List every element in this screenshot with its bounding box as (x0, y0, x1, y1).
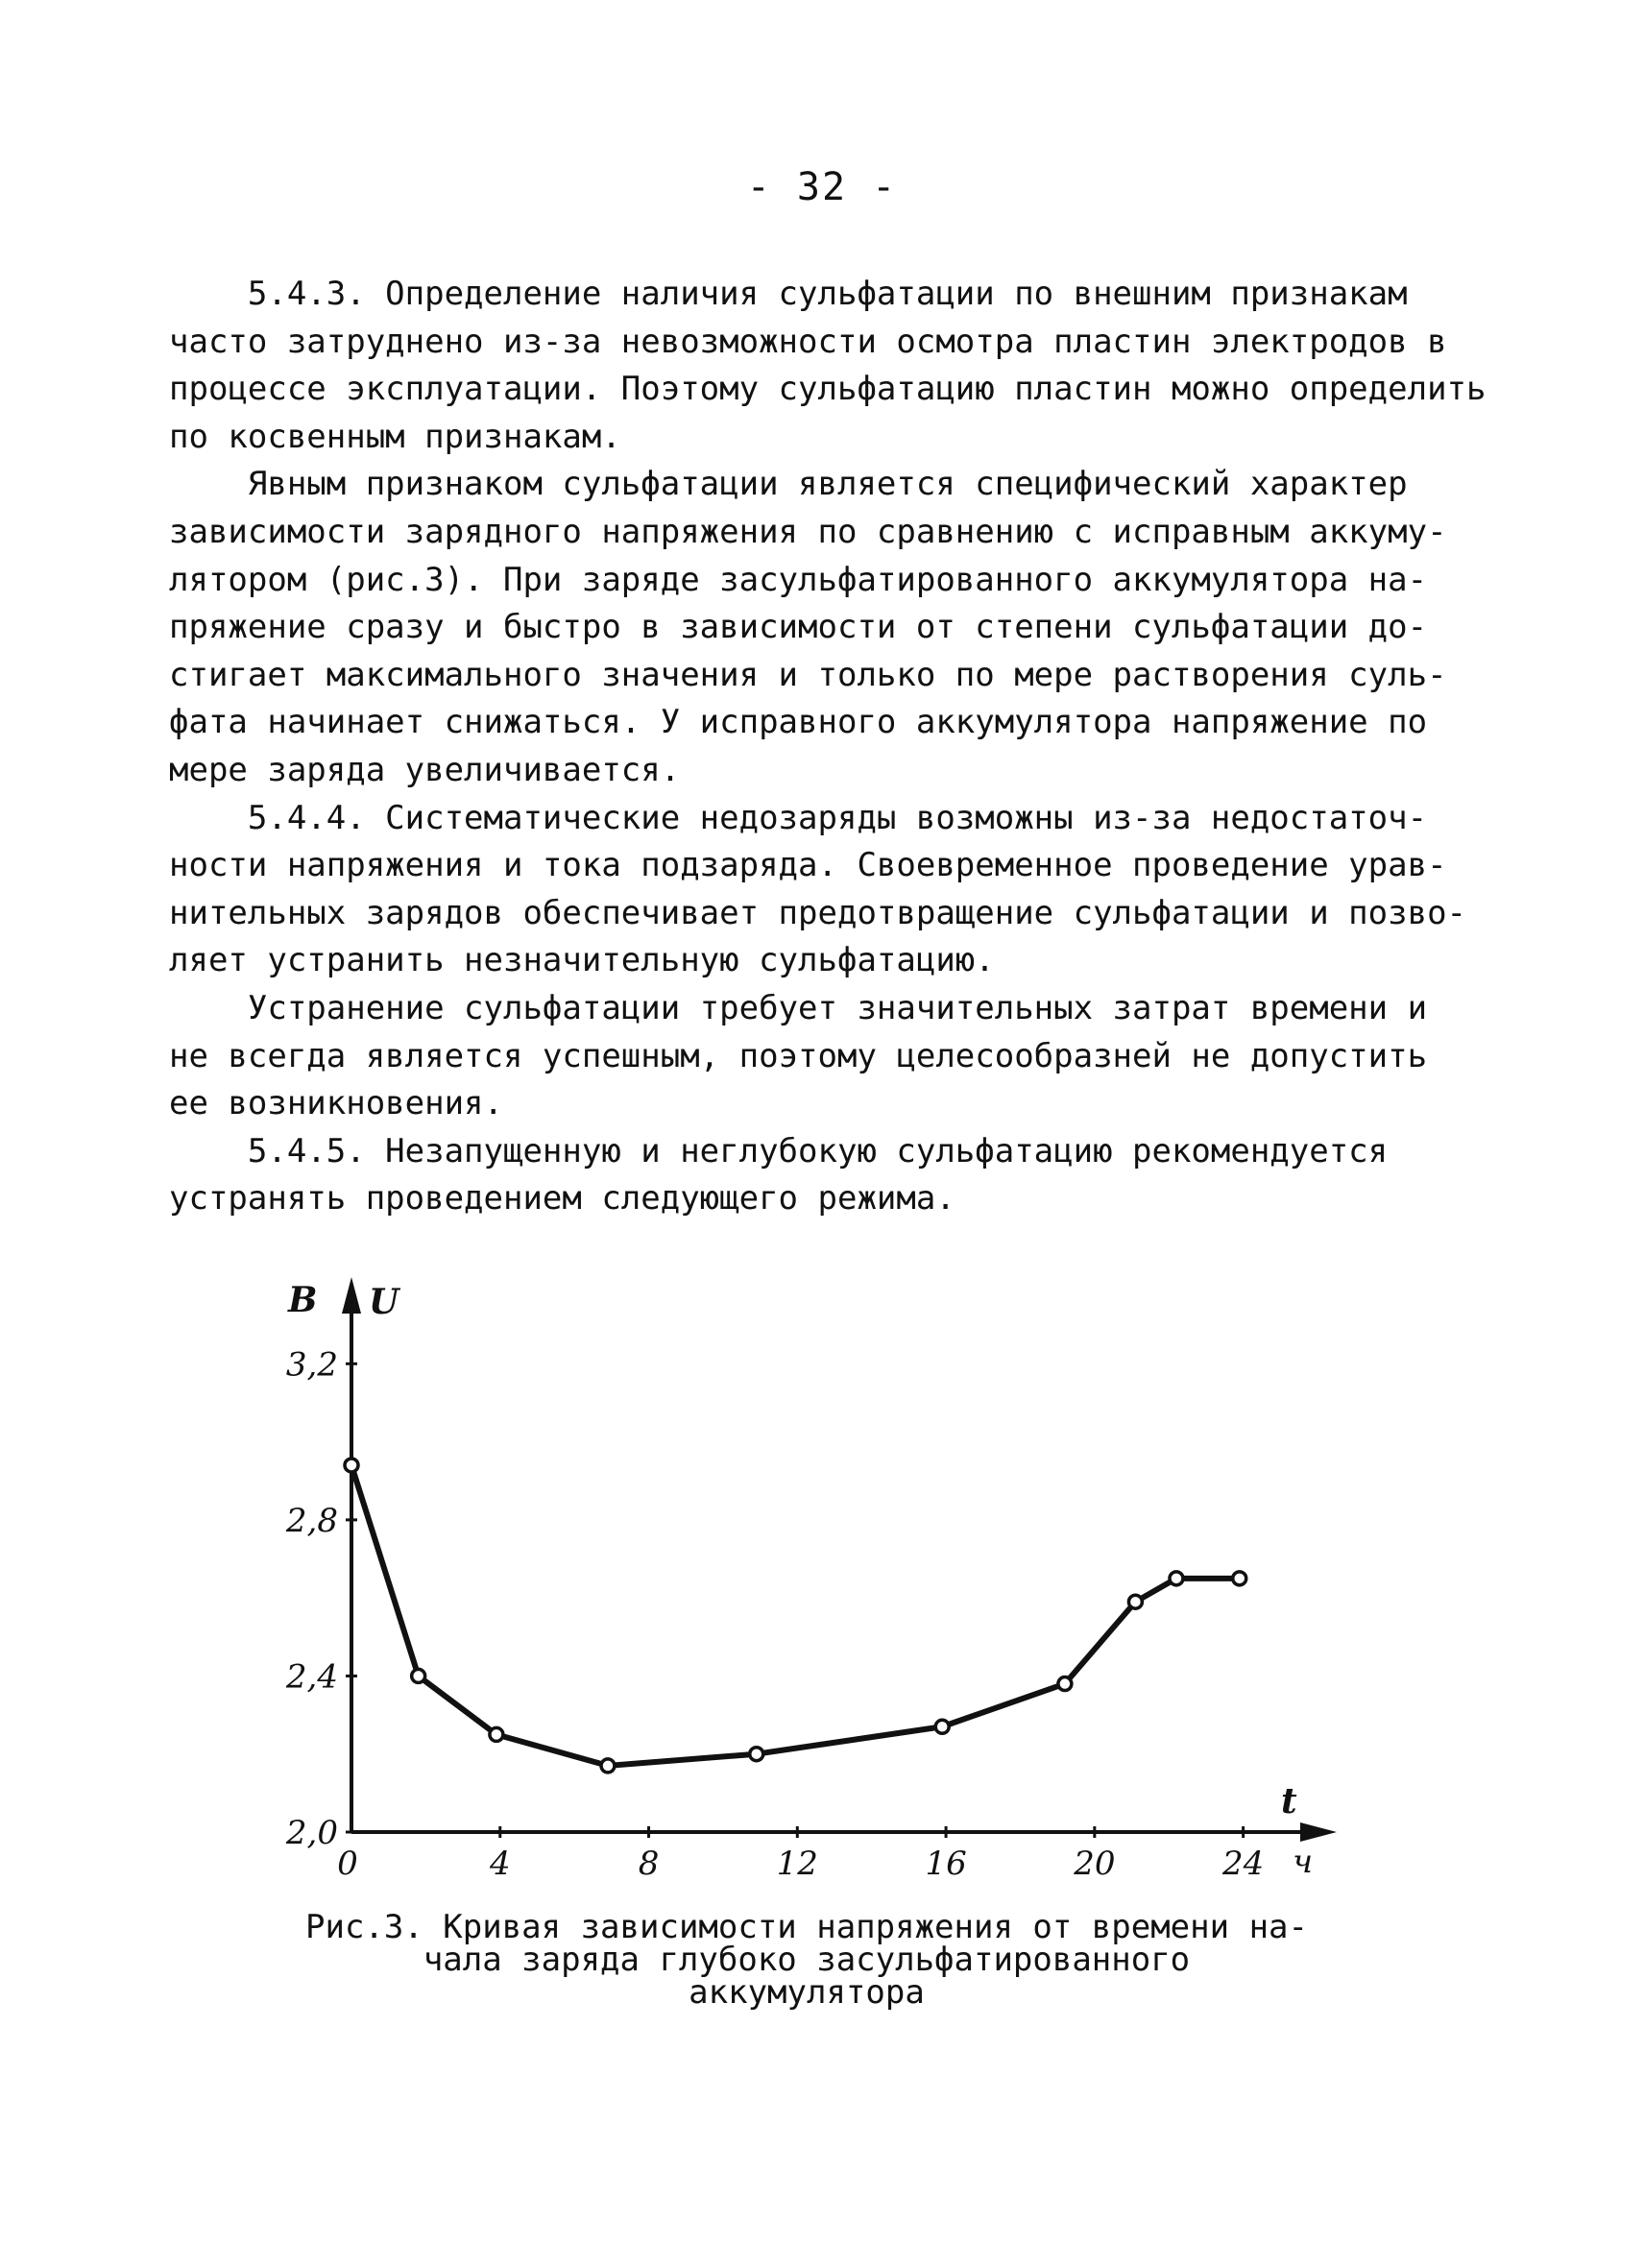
data-point (1128, 1595, 1142, 1608)
y-tick-label: 2,0 (285, 1814, 338, 1852)
x-tick-label: 16 (925, 1845, 967, 1883)
text-line: часто затруднено из-за невозможности осмотра пластин электродов в (169, 322, 1447, 361)
x-axis-arrow (1300, 1822, 1337, 1842)
text-line: ности напряжения и тока подзаряда. Своевременное проведение урав- (169, 846, 1447, 885)
text-line: ее возникновения. (169, 1084, 503, 1123)
x-tick-label: 0 (337, 1845, 358, 1883)
text-line: 5.4.4. Систематические недозаряды возможны из-за недостаточ- (169, 798, 1428, 837)
text-line: по косвенным признакам. (169, 417, 621, 456)
text-line: 5.4.3. Определение наличия сульфатации по внешним признакам (169, 275, 1408, 313)
data-point (412, 1669, 425, 1682)
data-point (935, 1720, 949, 1733)
text-line: Устранение сульфатации требует значительных затрат времени и (169, 988, 1428, 1027)
x-tick-label: 4 (489, 1845, 511, 1883)
x-tick-label: 24 (1221, 1845, 1265, 1883)
y-axis-arrow (342, 1277, 361, 1314)
caption-line: Рис.3. Кривая зависимости напряжения от времени на- (305, 1908, 1308, 1946)
data-point (490, 1727, 503, 1741)
x-tick-label: 20 (1074, 1845, 1116, 1883)
data-point (1170, 1572, 1183, 1585)
y-axis-label: U (369, 1282, 399, 1322)
text-line: не всегда является успешным, поэтому целесообразней не допустить (169, 1036, 1428, 1075)
x-tick-label: 8 (638, 1845, 660, 1883)
text-line: устранять проведением следующего режима. (169, 1179, 955, 1218)
y-tick-label: 3,2 (285, 1345, 338, 1385)
text-line: процессе эксплуатации. Поэтому сульфатацию пластин можно определить (169, 370, 1487, 409)
x-axis-label: t (1281, 1781, 1297, 1822)
text-line: ляет устранить незначительную сульфатацию. (169, 941, 995, 980)
data-point (345, 1459, 358, 1472)
text-line: 5.4.5. Незапущенную и неглубокую сульфатацию рекомендуется (169, 1131, 1389, 1170)
text-line: лятором (рис.3). При заряде засульфатированного аккумулятора на- (169, 560, 1428, 599)
text-line: пряжение сразу и быстро в зависимости от степени сульфатации до- (169, 608, 1428, 647)
caption-line: чала заряда глубоко засульфатированного (423, 1941, 1191, 1979)
x-tick-label: 12 (776, 1845, 818, 1883)
y-tick-label: 2,8 (285, 1501, 338, 1540)
text-line: зависимости зарядного напряжения по сравнению с исправным аккуму- (169, 512, 1447, 551)
y-tick-label: 2,4 (285, 1657, 338, 1697)
page-number: - 32 - (746, 165, 898, 209)
text-line: нительных зарядов обеспечивает предотвращение сульфатации и позво- (169, 893, 1467, 932)
caption-line: аккумулятора (689, 1973, 925, 2012)
x-unit-label: ч (1293, 1843, 1314, 1881)
text-line: стигает максимального значения и только по мере растворения суль- (169, 655, 1447, 694)
data-point (1233, 1572, 1246, 1585)
y-unit-label: В (288, 1280, 318, 1320)
data-point (750, 1748, 763, 1761)
text-line: фата начинает снижаться. У исправного аккумулятора напряжение по (169, 703, 1428, 742)
data-point (1058, 1677, 1072, 1691)
text-line: Явным признаком сульфатации является специфический характер (169, 465, 1408, 504)
data-point (601, 1759, 615, 1773)
text-line: мере заряда увеличивается. (169, 750, 681, 789)
series-line (351, 1465, 1240, 1766)
figure-caption (288, 1908, 1325, 2012)
